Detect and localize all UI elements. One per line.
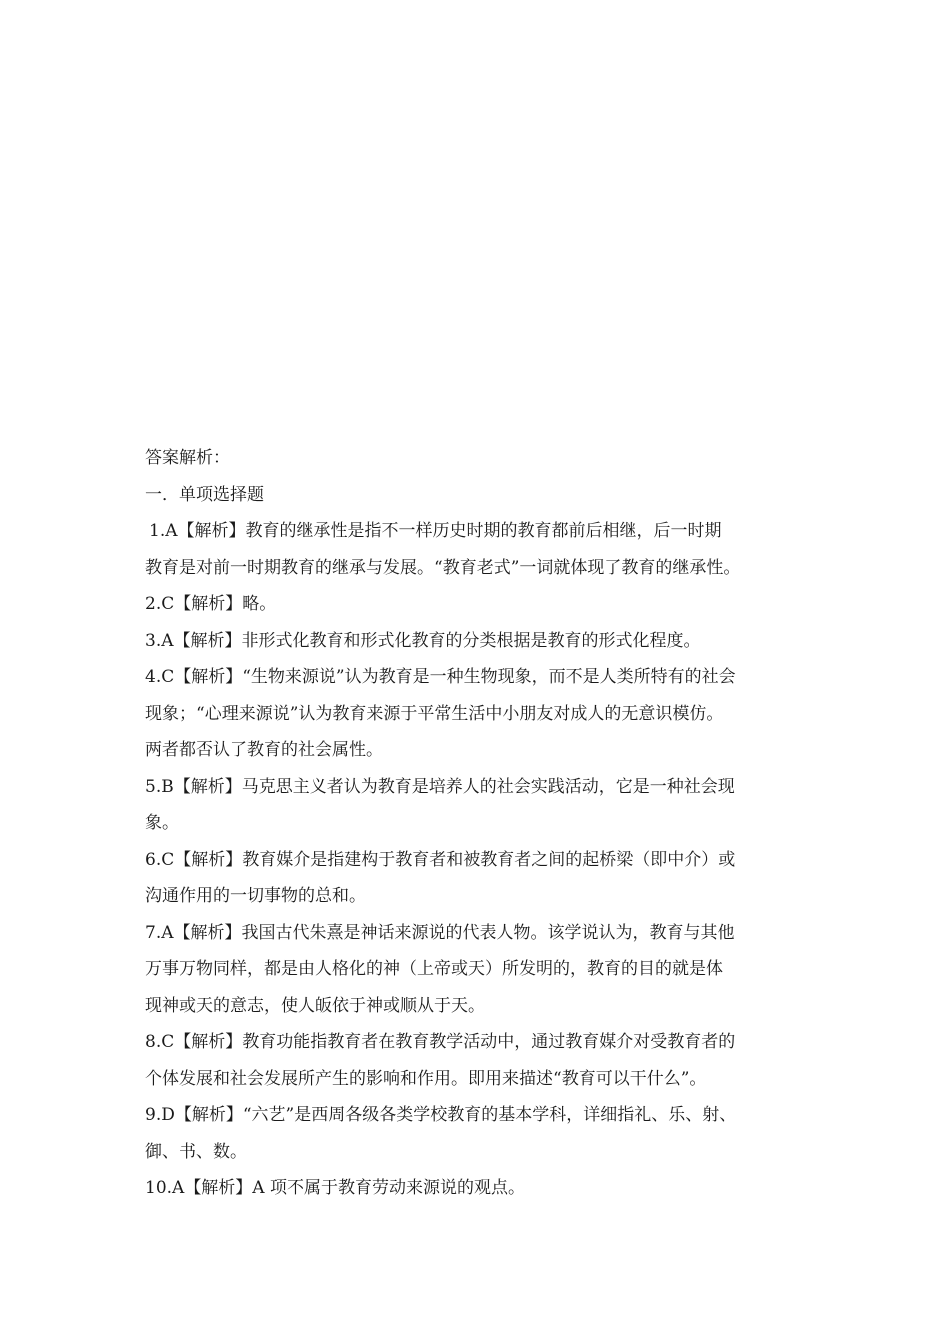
answer-item-7 — [145, 915, 810, 1025]
answer-key-heading: 答案解析： — [145, 448, 230, 468]
answer-line: 御、书、数。 — [145, 1141, 247, 1162]
answer-line: 万事万物同样，都是由人格化的神（上帝或天）所发明的，教育的目的就是体 — [145, 959, 723, 979]
answer-line: 教育是对前一时期教育的继承与发展。“教育老式”一词就体现了教育的继承性。 — [145, 557, 741, 578]
answer-line: 10.A【解析】A 项不属于教育劳动来源说的观点。 — [145, 1178, 525, 1198]
answer-item-4 — [145, 659, 810, 769]
answer-item-3 — [145, 623, 810, 660]
answer-line: 现象；“心理来源说”认为教育来源于平常生活中小朋友对成人的无意识模仿。 — [145, 703, 724, 724]
answer-line: 5.B【解析】马克思主义者认为教育是培养人的社会实践活动，它是一种社会现 — [145, 776, 735, 797]
answer-item-5 — [145, 769, 810, 842]
answer-line: 现神或天的意志，使人皈依于神或顺从于天。 — [145, 995, 485, 1016]
answer-line: 7.A【解析】我国古代朱熹是神话来源说的代表人物。该学说认为，教育与其他 — [145, 922, 735, 943]
answer-line: 8.C【解析】教育功能指教育者在教育教学活动中，通过教育媒介对受教育者的 — [145, 1032, 736, 1052]
answer-line: 1.A【解析】教育的继承性是指不一样历史时期的教育都前后相继，后一时期 — [149, 521, 722, 541]
answer-line: 4.C【解析】“生物来源说”认为教育是一种生物现象，而不是人类所特有的社会 — [145, 667, 736, 687]
answer-item-8 — [145, 1024, 810, 1097]
answer-item-1 — [145, 513, 810, 586]
answer-line: 象。 — [145, 813, 179, 833]
answer-item-10 — [145, 1170, 810, 1207]
answer-item-6 — [145, 842, 810, 915]
answer-line: 沟通作用的一切事物的总和。 — [145, 886, 366, 906]
answer-line: 两者都否认了教育的社会属性。 — [145, 740, 383, 760]
answer-line: 3.A【解析】非形式化教育和形式化教育的分类根据是教育的形式化程度。 — [145, 630, 701, 651]
answer-key-content — [145, 440, 810, 1207]
answer-line: 9.D【解析】“六艺”是西周各级各类学校教育的基本学科，详细指礼、乐、射、 — [145, 1105, 737, 1125]
answer-item-9 — [145, 1097, 810, 1170]
answer-line: 6.C【解析】教育媒介是指建构于教育者和被教育者之间的起桥梁（即中介）或 — [145, 849, 736, 870]
answer-line: 个体发展和社会发展所产生的影响和作用。即用来描述“教育可以干什么”。 — [145, 1068, 707, 1089]
answer-line: 2.C【解析】略。 — [145, 594, 277, 614]
section-title: 一．单项选择题 — [145, 484, 264, 505]
answer-item-2 — [145, 586, 810, 623]
